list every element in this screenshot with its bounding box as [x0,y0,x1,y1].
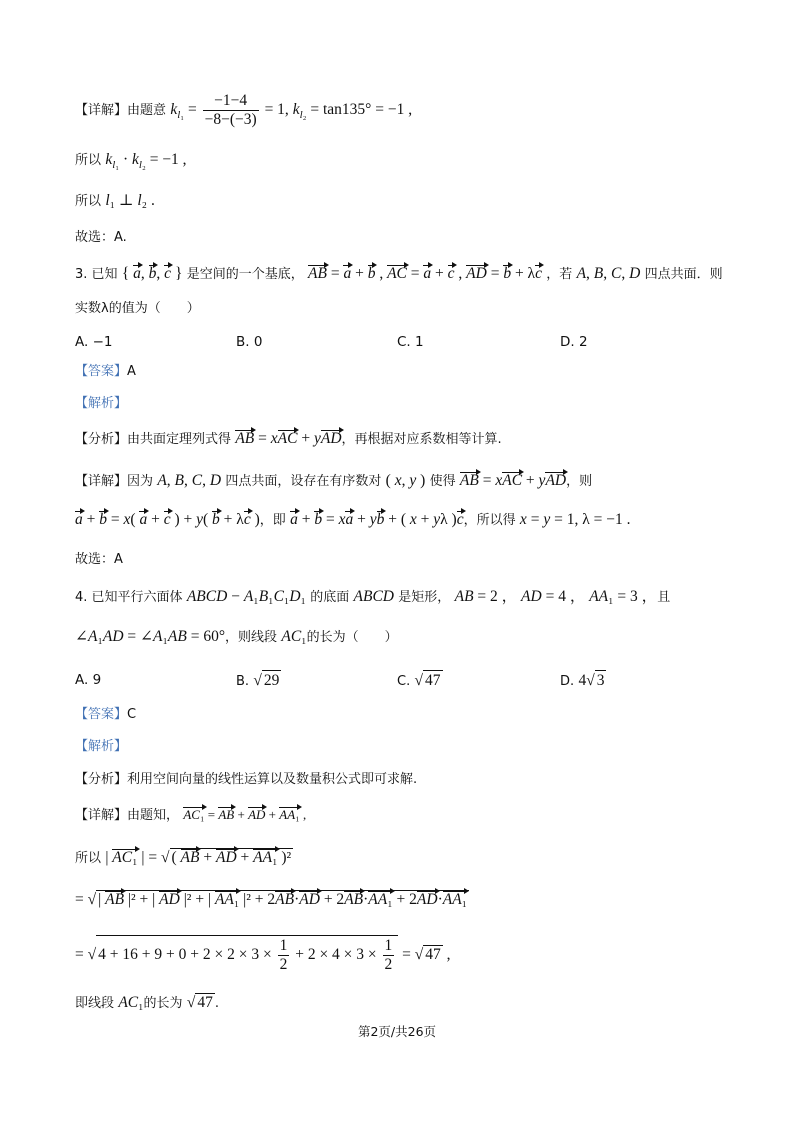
question-4: 4. 已知平行六面体 ABCD − A₁B₁C₁D₁ 的底面 ABCD 是矩形， AB = 2 ， AD = 4 ， AA₁ = 3 ，且 [75,588,671,605]
value: √ 47 [186,994,213,1011]
answer-label: 【答案】 [75,707,128,722]
option-b-label: B. [236,674,250,689]
detail-label: 【详解】 [75,808,128,823]
formula: l₁ ⊥ l₂ . [105,192,155,209]
fraction: $\frac{1}{2}$ [384,937,393,973]
analysis-sub-label: 【分析】 [75,772,128,787]
option-a: A. 9 [75,672,102,688]
answer-q4 [75,708,136,721]
answer-value: A [127,364,136,379]
analysis-label-q3: 【解析】 [75,396,128,411]
text: 是空间的一个基底， [186,267,304,282]
option-c-label: C. [397,674,411,689]
formula: | AC₁ | = √ ( AB + AD + AA₁ )² [105,849,292,866]
analysis-sub-label: 【分析】 [75,432,128,447]
option-d: D. 2 [560,334,588,350]
text: ，所以得 [463,513,516,528]
formula: AB = xAC + yAD [235,430,342,447]
ordered-pair: ( x, y ) [385,472,426,489]
text: 4. 已知平行六面体 [75,590,183,605]
text: ，则线段 [225,630,278,645]
fraction: $\frac{1}{2}$ [279,937,288,973]
detail-q3 [75,473,592,489]
step-2 [75,890,469,908]
option-a: A. −1 [75,334,113,350]
segment: AC₁ [281,628,307,645]
question-4-line2 [75,629,398,645]
text: 的底面 [310,590,350,605]
given: AB = 2 ， AD = 4 ， AA₁ = 3 ， [454,588,658,605]
choice-q3: 故选：A [75,552,123,567]
text: 即线段 [75,996,115,1011]
step-3 [75,935,451,974]
answer-q3 [75,365,136,378]
text: . [214,996,219,1011]
formula: = √ 4 + 16 + 9 + 0 + 2 × 2 × 3 × $\frac{1}{2}$ + 2 × 4 × 3 × $\frac{1}{2}$ = √ 47 , [75,937,451,973]
option-c: C. 1 [397,334,424,350]
line-perpendicular [75,193,155,209]
analysis-label-q4: 【解析】 [75,739,128,754]
fraction: $\frac{-1-4}{-8-(-3)}$ [204,92,257,128]
detail-q4 [75,808,306,823]
option-b: B. 0 [236,334,263,350]
text: 是矩形， [398,590,451,605]
text: ，再根据对应系数相等计算. [341,432,502,447]
points: A, B, C, D [576,265,641,282]
slope-formula: $k_{l_1}$ = $\frac{-1-4}{-8-(-3)}$ = 1, $k_{l_2} = \tan 135^\circ = -1$ , [170,92,413,128]
angles: ∠A₁AD = ∠A₁AB = 60° [75,628,226,645]
formula: AB = xAC + yAD [459,472,567,489]
analysis-q4 [75,773,417,786]
basis: { a, b, c } [121,265,183,282]
text: 由题意 [127,102,167,118]
text: 四点共面，设存在有序数对 [225,474,382,489]
text: 因为 [127,474,154,489]
text: 利用空间向量的线性运算以及数量积公式即可求解. [127,772,418,787]
option-b: B. √ 29 [236,672,280,689]
result: x = y = 1, λ = −1 . [519,511,631,528]
text: 四点共面．则 [644,267,723,282]
line-product [75,152,187,171]
derivation-q3 [75,512,630,528]
option-c: C. √ 47 [397,672,441,689]
answer-label: 【答案】 [75,364,128,379]
formula: a + b = x( a + c ) + y( b + λc ) [75,511,260,528]
text: ，若 [546,267,573,282]
text: 的长为 [143,996,183,1011]
question-3-line2: 实数λ的值为（ ） [75,301,200,316]
answer-value: C [127,707,137,722]
text: ，则 [566,474,593,489]
label-detail: 【详解】 [75,102,128,118]
vectors: AB = a + b , AC = a + c , AD = b + λc [308,265,542,282]
text: 使得 [429,474,456,489]
formula: = √ | AB |² + | AD |² + | AA₁ |² + 2AB·AD + 2AB·AA₁ + 2AD·AA₁ [75,891,468,908]
text: 所以 [75,851,102,866]
solid: ABCD − A₁B₁C₁D₁ [186,588,306,605]
text: 所以 [75,153,102,168]
text: 3. 已知 [75,267,118,282]
analysis-q3 [75,431,502,447]
option-d-label: D. [560,674,575,689]
formula: a + b = xa + yb + ( x + yλ )c [290,511,464,528]
step-1 [75,848,293,866]
segment: AC₁ [118,994,144,1011]
formula: $k_{l_1} \cdot k_{l_2} = -1$ , [105,151,187,172]
points: A, B, C, D [157,472,222,489]
detail-label: 【详解】 [75,474,128,489]
text: 由题知， [127,808,180,823]
text: ，即 [259,513,286,528]
text: 由共面定理列式得 [127,432,232,447]
option-d: D. 4√ 3 [560,672,605,689]
base: ABCD [353,588,394,605]
final-q4 [75,993,219,1011]
text: 所以 [75,194,102,209]
formula: AC₁ = AB + AD + AA₁ , [183,807,307,822]
page-footer: 第2页/共26页 [357,1024,437,1039]
question-3 [75,266,723,282]
text: 的长为（ ） [306,630,398,645]
line-choice: 故选：A. [75,230,127,245]
line-detail-slopes [75,92,412,129]
